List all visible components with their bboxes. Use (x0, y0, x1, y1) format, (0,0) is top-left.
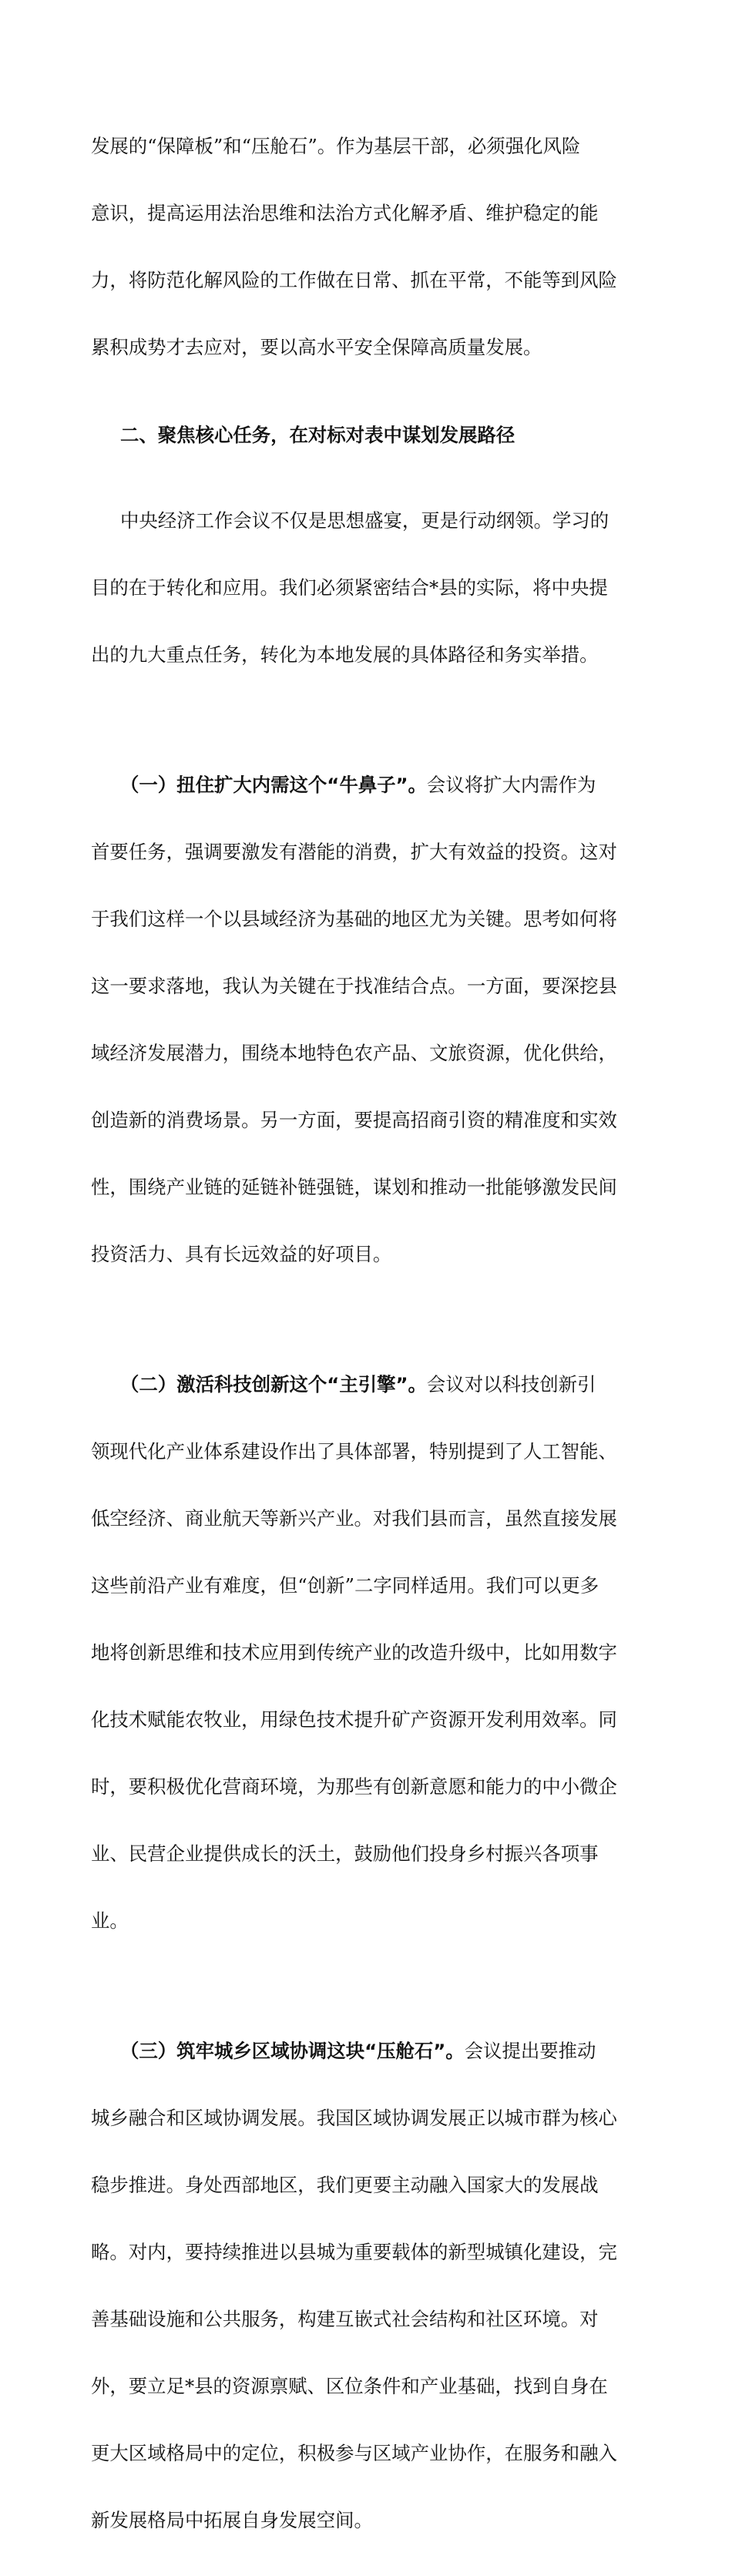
text-line: 地将创新思维和技术应用到传统产业的改造升级中，比如用数字 (91, 1641, 617, 1664)
document-page (91, 90, 643, 2576)
text-line: 于我们这样一个以县域经济为基础的地区尤为关键。思考如何将 (91, 908, 617, 930)
subsection-domestic-demand (91, 729, 643, 1310)
text-line: 时，要积极优化营商环境，为那些有创新意愿和能力的中小微企 (91, 1775, 617, 1798)
section-heading-2: 二、聚焦核心任务，在对标对表中谋划发展路径 (120, 424, 515, 446)
text-line: 城乡融合和区域协调发展。我国区域协调发展正以城市群为核心 (91, 2107, 617, 2129)
text-line: 力，将防范化解风险的工作做在日常、抓在平常，不能等到风险 (91, 269, 617, 291)
subsection-tech-innovation (91, 1328, 643, 1977)
subsection-first-line (91, 1373, 643, 1395)
text-line: 化技术赋能农牧业，用绿色技术提升矿产资源开发利用效率。同 (91, 1708, 617, 1731)
text-line: 累积成势才去应对，要以高水平安全保障高质量发展。 (91, 336, 542, 358)
text-line: 更大区域格局中的定位，积极参与区域产业协作，在服务和融入 (91, 2442, 617, 2464)
text-line: 略。对内，要持续推进以县城为重要载体的新型城镇化建设，完 (91, 2241, 617, 2263)
text-line: 创造新的消费场景。另一方面，要提高招商引资的精准度和实效 (91, 1109, 617, 1131)
text-line: 投资活力、具有长远效益的好项目。 (91, 1243, 392, 1265)
text-run: 会议将扩大内需作为 (426, 774, 596, 796)
subsection-first-line (91, 2040, 643, 2062)
text-run: 会议对以科技创新引 (426, 1373, 596, 1395)
text-line: 域经济发展潜力，围绕本地特色农产品、文旅资源，优化供给， (91, 1042, 617, 1064)
text-line: 外，要立足*县的资源禀赋、区位条件和产业基础，找到自身在 (91, 2375, 608, 2397)
text-line: 善基础设施和公共服务，构建互嵌式社会结构和社区环境。对 (91, 2308, 599, 2330)
text-run: 会议提出要推动 (464, 2040, 596, 2062)
text-line: 意识，提高运用法治思维和法治方式化解矛盾、维护稳定的能 (91, 202, 599, 224)
text-line: 目的在于转化和应用。我们必须紧密结合*县的实际，将中央提 (91, 576, 608, 599)
paragraph-safety-continued (91, 90, 643, 403)
text-line: 业。 (91, 1909, 129, 1932)
subsection-first-line (91, 774, 643, 796)
text-line: 新发展格局中拓展自身发展空间。 (91, 2509, 373, 2531)
text-line: 性，围绕产业链的延链补链强链，谋划和推动一批能够激发民间 (91, 1176, 617, 1198)
text-line: 业、民营企业提供成长的沃土，鼓励他们投身乡村振兴各项事 (91, 1842, 599, 1865)
text-line: 中央经济工作会议不仅是思想盛宴，更是行动纲领。学习的 (120, 509, 609, 532)
subsection-urban-rural (91, 1995, 643, 2576)
text-line: 出的九大重点任务，转化为本地发展的具体路径和务实举措。 (91, 643, 599, 666)
text-line: 这些前沿产业有难度，但“创新”二字同样适用。我们可以更多 (91, 1574, 599, 1597)
subsection-title: （二）激活科技创新这个“主引擎”。 (120, 1373, 427, 1395)
text-line: 发展的“保障板”和“压舱石”。作为基层干部，必须强化风险 (91, 135, 581, 157)
paragraph-intro (91, 465, 643, 710)
text-line: 低空经济、商业航天等新兴产业。对我们县而言，虽然直接发展 (91, 1507, 617, 1530)
subsection-title: （一）扭住扩大内需这个“牛鼻子”。 (120, 774, 427, 796)
subsection-title: （三）筑牢城乡区域协调这块“压舱石”。 (120, 2040, 465, 2062)
text-line: 领现代化产业体系建设作出了具体部署，特别提到了人工智能、 (91, 1440, 617, 1463)
text-line: 这一要求落地，我认为关键在于找准结合点。一方面，要深挖县 (91, 975, 617, 997)
text-line: 稳步推进。身处西部地区，我们更要主动融入国家大的发展战 (91, 2174, 599, 2196)
text-line: 首要任务，强调要激发有潜能的消费，扩大有效益的投资。这对 (91, 841, 617, 863)
